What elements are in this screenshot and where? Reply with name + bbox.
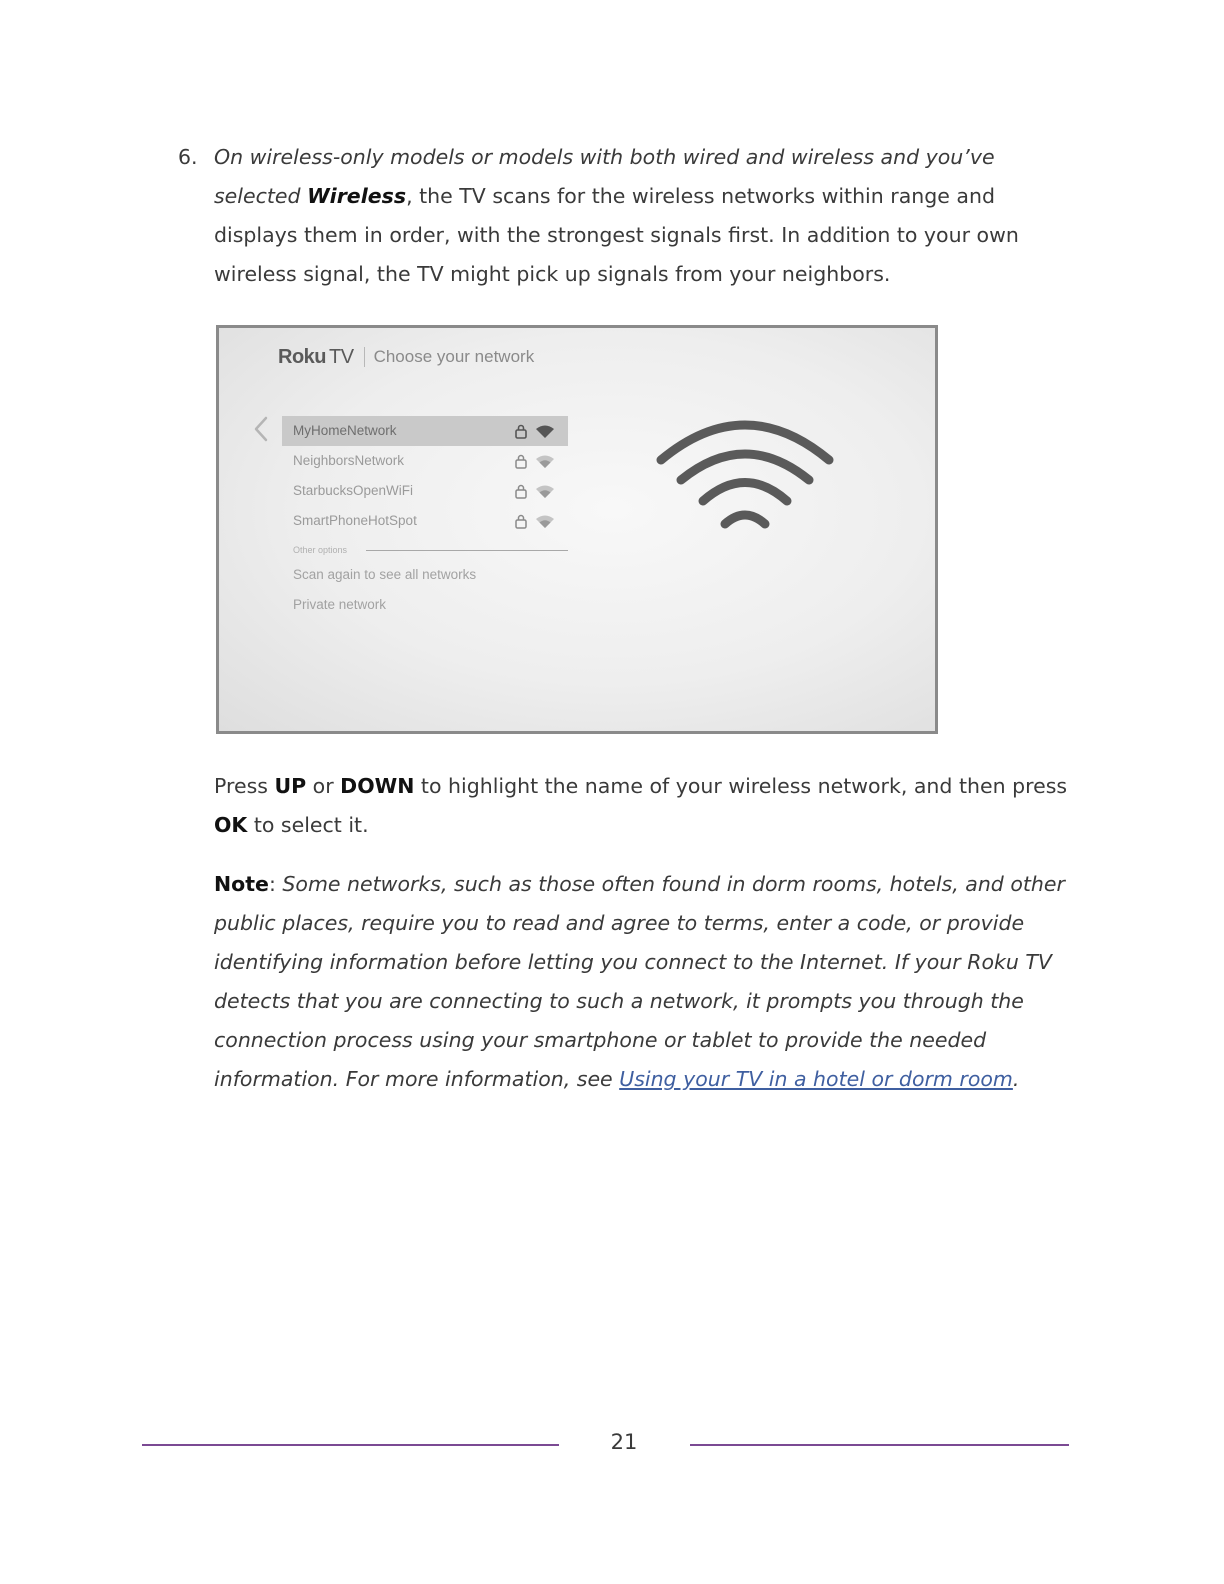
lock-icon [516,426,526,438]
key-up: UP [274,774,307,798]
logo-brand: Roku [278,345,326,368]
other-options-label: Other options [293,545,348,555]
network-row[interactable] [282,446,568,476]
private-network-option[interactable]: Private network [293,597,387,612]
hotel-dorm-link[interactable]: Using your TV in a hotel or dorm room [619,1067,1013,1091]
scan-again-option[interactable]: Scan again to see all networks [293,567,477,582]
divider-line [366,550,568,551]
note-text: Some networks, such as those often found in dorm rooms, hotels, and other public places, require you to read and agree to terms, enter a code, or provide identifying information before letting you connect to the Internet. If your Roku TV detects that you are connecting to such a network, it prompts you through the connection process using your smartphone or tablet to provide the needed information. For more information, see [214,872,1065,1091]
footer-rule-left [142,1444,559,1446]
step-intro-bold: Wireless [307,184,407,208]
text-end: to select it. [247,813,369,837]
step-6 [178,138,1068,294]
network-name: NeighborsNetwork [293,453,405,468]
note-colon: : [268,872,283,896]
wifi-icon [655,420,835,536]
other-options-divider [282,540,568,560]
step-intro-italic: On wireless-only models or models with both wired and wireless and you’ve selected [214,145,995,208]
key-down: DOWN [340,774,415,798]
note-label: Note [214,872,269,896]
screen-title: Choose your network [373,347,535,366]
logo-suffix: TV [329,345,354,368]
wifi-icon [536,426,554,439]
header-divider [364,347,365,367]
roku-network-screenshot [216,325,938,734]
chevron-left-icon[interactable] [253,415,269,443]
network-row[interactable] [282,416,568,446]
network-list [282,416,568,620]
note-body [214,872,1065,1091]
step-number: 6. [178,145,198,169]
note-end: . [1012,1067,1020,1091]
network-row[interactable] [282,476,568,506]
step-intro-rest: , the TV scans for the wireless networks within range and displays them in order, with the strongest signals first. In addition to your own wireless signal, the TV might pick up signals from your neighbors. [214,184,1019,286]
network-name: SmartPhoneHotSpot [293,513,417,528]
lock-icon [516,456,526,468]
wifi-icon [536,456,554,469]
text-middle: to highlight the name of your wireless network, and then press [414,774,1068,798]
instruction-paragraph [214,767,1084,845]
lock-icon [516,516,526,528]
network-name: MyHomeNetwork [293,423,397,438]
step-text [214,138,1068,294]
tv-header [278,342,534,372]
text-press: Press [214,774,275,798]
lock-icon [516,486,526,498]
footer-rule-right [690,1444,1069,1446]
wifi-icon [536,516,554,529]
network-row[interactable] [282,506,568,536]
wifi-icon [536,486,554,499]
roku-tv-logo [278,346,354,369]
page-number: 21 [610,1430,638,1454]
note-paragraph [214,865,1084,1099]
key-ok: OK [214,813,248,837]
text-or: or [306,774,341,798]
network-name: StarbucksOpenWiFi [293,483,414,498]
